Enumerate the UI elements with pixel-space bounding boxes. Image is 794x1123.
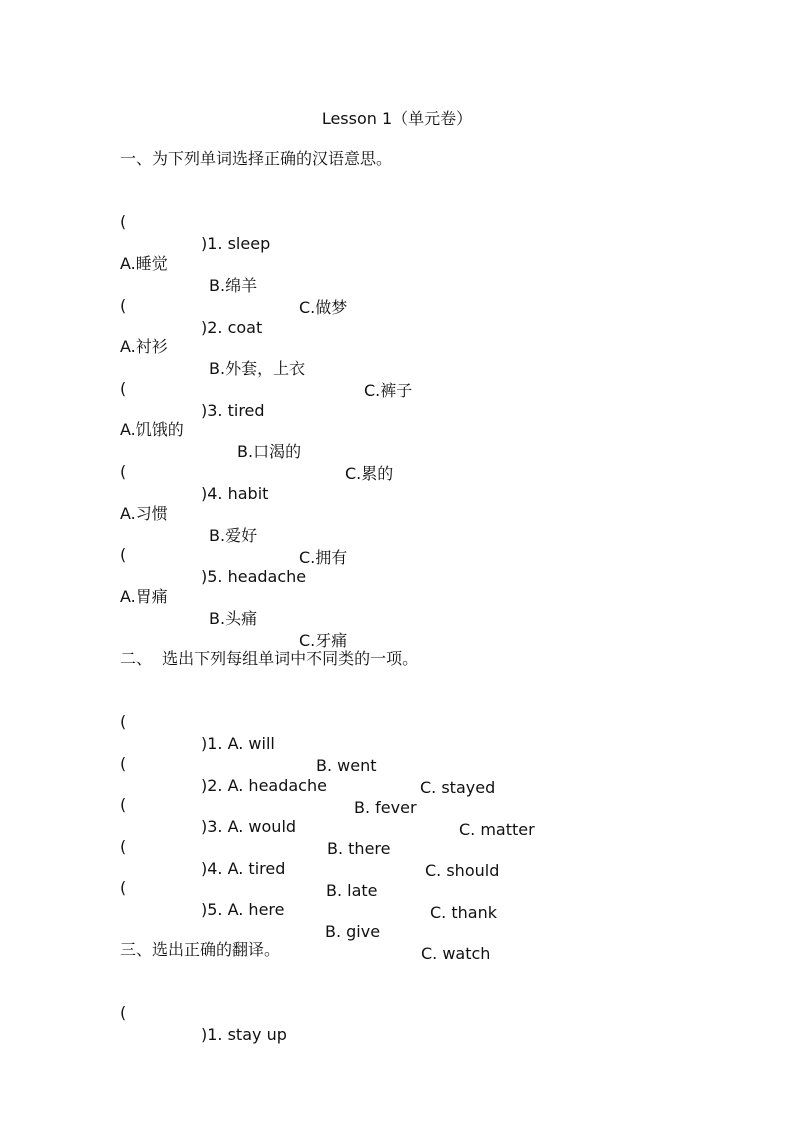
question-stem: )1. stay up xyxy=(201,1025,287,1044)
s1-options-2 xyxy=(120,314,520,400)
answer-paren[interactable]: ( xyxy=(120,712,127,731)
s1-options-1 xyxy=(120,231,520,317)
answer-paren[interactable]: ( xyxy=(120,296,127,315)
option-a: A.饥饿的 xyxy=(120,420,184,439)
s3-question-1 xyxy=(120,980,520,1044)
answer-paren[interactable]: ( xyxy=(120,795,127,814)
option-a: A.衬衫 xyxy=(120,337,168,356)
option-c: C.拥有 xyxy=(299,548,348,567)
answer-paren[interactable]: ( xyxy=(120,837,127,856)
option-b: B. went xyxy=(316,756,377,775)
option-b: B. there xyxy=(327,839,391,858)
answer-paren[interactable]: ( xyxy=(120,878,127,897)
answer-paren[interactable]: ( xyxy=(120,462,127,481)
s1-question-1 xyxy=(120,189,520,253)
s1-options-5 xyxy=(120,564,520,650)
section-3-heading: 三、选出正确的翻译。 xyxy=(120,940,281,959)
question-stem: )2. A. headache xyxy=(201,776,327,795)
section-1-heading: 一、为下列单词选择正确的汉语意思。 xyxy=(120,149,393,168)
question-stem: )5. headache xyxy=(201,567,307,586)
question-stem: )1. sleep xyxy=(201,234,271,253)
option-a: A.胃痛 xyxy=(120,587,168,606)
option-a: A.习惯 xyxy=(120,504,168,523)
option-b: B.外套，上衣 xyxy=(209,359,306,378)
option-c: C. stayed xyxy=(420,778,496,797)
question-stem: )3. tired xyxy=(201,401,265,420)
option-b: B. fever xyxy=(354,798,417,817)
option-c: C. should xyxy=(425,861,500,880)
page-title: Lesson 1（单元卷） xyxy=(321,109,473,128)
s1-options-4 xyxy=(120,481,520,567)
option-b: B.头痛 xyxy=(209,609,258,628)
answer-paren[interactable]: ( xyxy=(120,212,127,231)
s1-options-3 xyxy=(120,397,520,483)
option-c: C.牙痛 xyxy=(299,631,348,650)
option-a: A.睡觉 xyxy=(120,254,168,273)
option-b: B. give xyxy=(325,922,381,941)
option-b: B.绵羊 xyxy=(209,276,258,295)
option-b: B.口渴的 xyxy=(237,442,302,461)
option-c: C.裤子 xyxy=(364,381,413,400)
option-c: C. watch xyxy=(421,944,491,963)
answer-paren[interactable]: ( xyxy=(120,379,127,398)
section-2-heading: 二、 选出下列每组单词中不同类的一项。 xyxy=(120,649,419,668)
option-c: C. matter xyxy=(459,820,535,839)
option-b: B. late xyxy=(326,881,378,900)
question-stem: )1. A. will xyxy=(201,734,275,753)
question-stem: )4. habit xyxy=(201,484,269,503)
answer-paren[interactable]: ( xyxy=(120,754,127,773)
option-c: C.累的 xyxy=(345,464,394,483)
option-b: B.爱好 xyxy=(209,526,258,545)
question-stem: )5. A. here xyxy=(201,900,285,919)
question-stem: )2. coat xyxy=(201,318,263,337)
option-c: C.做梦 xyxy=(299,298,348,317)
question-stem: )3. A. would xyxy=(201,817,297,836)
answer-paren[interactable]: ( xyxy=(120,545,127,564)
option-c: C. thank xyxy=(430,903,497,922)
question-stem: )4. A. tired xyxy=(201,859,286,878)
answer-paren[interactable]: ( xyxy=(120,1003,127,1022)
